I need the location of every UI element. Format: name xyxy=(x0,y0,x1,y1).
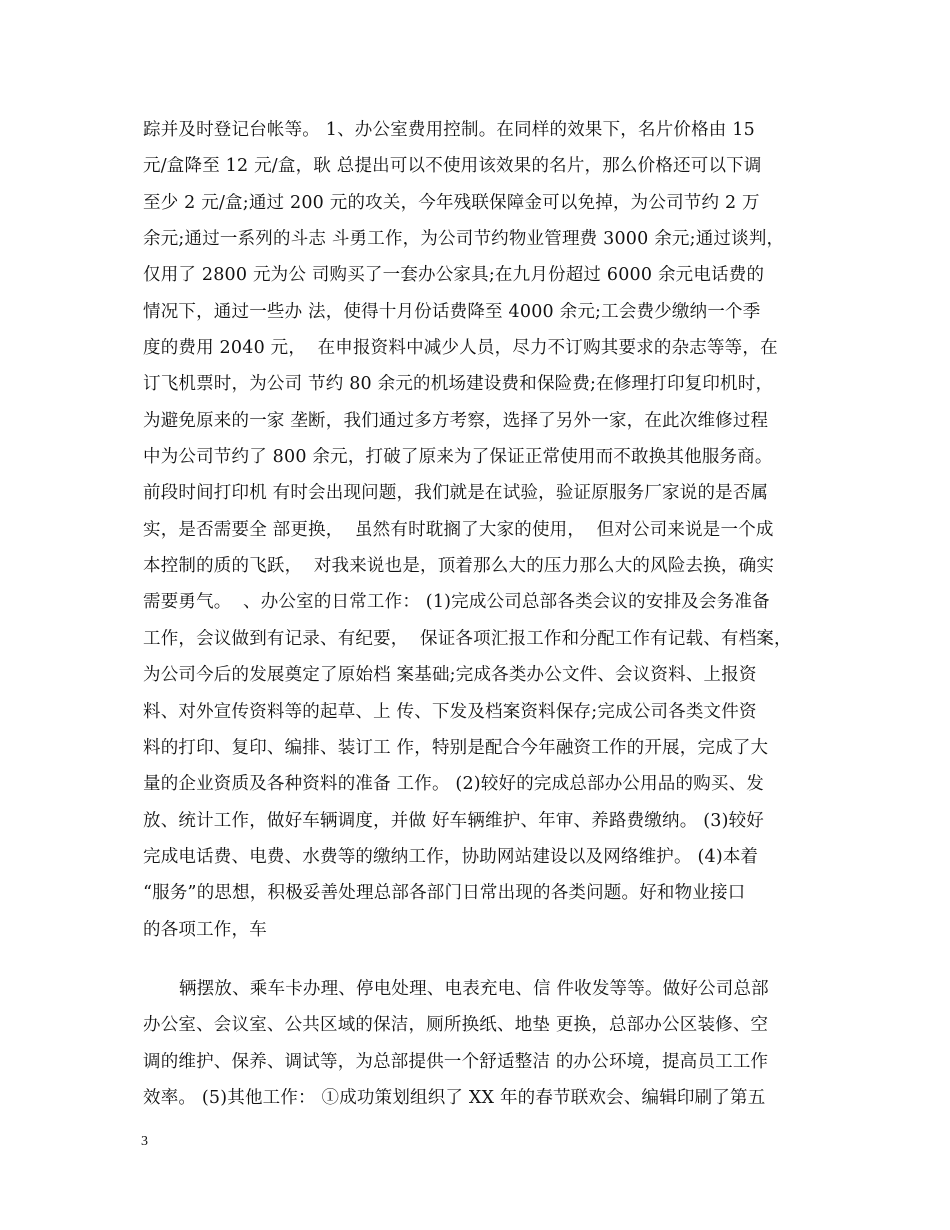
text-line: 前段时间打印机 有时会出现问题，我们就是在试验，验证原服务厂家说的是否属 xyxy=(143,483,769,504)
text-line: 订飞机票时，为公司 节约 80 余元的机场建设费和保险费;在修理打印复印机时， xyxy=(143,374,774,395)
text-line: 调的维护、保养、调试等，为总部提供一个舒适整洁 的办公环境，提高员工工作 xyxy=(143,1051,769,1072)
text-line: 放、统计工作，做好车辆调度，并做 好车辆维护、年审、养路费缴纳。 (3)较好 xyxy=(143,810,765,831)
text-line: 工作，会议做到有记录、有纪要， 保证各项汇报工作和分配工作有记载、有档案， xyxy=(143,628,792,649)
text-line: 至少 2 元/盒;通过 200 元的攻关，今年残联保障金可以免掉，为公司节约 2 万 xyxy=(143,192,760,213)
text-line: 情况下，通过一些办 法，使得十月份话费降至 4000 余元;工会费少缴纳一个季 xyxy=(143,301,761,322)
text-line: 需要勇气。 、办公室的日常工作： (1)完成公司总部各类会议的安排及会务准备 xyxy=(143,592,770,613)
text-line: 完成电话费、电费、水费等的缴纳工作，协助网站建设以及网络维护。 (4)本着 xyxy=(143,846,759,867)
text-line: 实，是否需要全 部更换， 虽然有时耽搁了大家的使用， 但对公司来说是一个成 xyxy=(143,519,774,540)
text-line: 余元;通过一系列的斗志 斗勇工作，为公司节约物业管理费 3000 余元;通过谈判， xyxy=(143,229,785,250)
text-line: 本控制的质的飞跃， 对我来说也是，顶着那么大的压力那么大的风险去换，确实 xyxy=(143,556,775,577)
text-line: 为公司今后的发展奠定了原始档 案基础;完成各类办公文件、会议资料、上报资 xyxy=(143,665,757,686)
page-number: 3 xyxy=(141,1134,148,1149)
text-line: 办公室、会议室、公共区域的保洁，厕所换纸、地垫 更换，总部办公区装修、空 xyxy=(143,1015,769,1036)
text-line: 踪并及时登记台帐等。 1、办公室费用控制。在同样的效果下，名片价格由 15 xyxy=(143,120,755,140)
text-line: 辆摆放、乘车卡办理、停电处理、电表充电、信 件收发等等。做好公司总部 xyxy=(179,979,769,999)
text-line: 仅用了 2800 元为公 司购买了一套办公家具;在九月份超过 6000 余元电话费的 xyxy=(143,265,765,286)
text-line: 料、对外宣传资料等的起草、上 传、下发及档案资料保存;完成公司各类文件资 xyxy=(143,701,757,722)
text-line: 元/盒降至 12 元/盒，耿 总提出可以不使用该效果的名片，那么价格还可以下调 xyxy=(143,156,762,177)
text-line: 效率。 (5)其他工作： ①成功策划组织了 XX 年的春节联欢会、编辑印刷了第五 xyxy=(143,1088,766,1109)
text-line: 料的打印、复印、编排、装订工 作，特别是配合今年融资工作的开展，完成了大 xyxy=(143,737,769,758)
text-line: “服务”的思想，积极妥善处理总部各部门日常出现的各类问题。好和物业接口 xyxy=(143,883,746,904)
paragraph-1 xyxy=(143,112,811,948)
text-line: 中为公司节约了 800 余元，打破了原来为了保证正常使用而不敢换其他服务商。 xyxy=(143,447,773,468)
text-line: 为避免原来的一家 垄断，我们通过多方考察，选择了另外一家，在此次维修过程 xyxy=(143,410,769,431)
text-line: 的各项工作，车 xyxy=(143,919,267,940)
text-line: 度的费用 2040 元， 在申报资料中减少人员，尽力不订购其要求的杂志等等，在 xyxy=(143,338,778,359)
text-line: 量的企业资质及各种资料的准备 工作。 (2)较好的完成总部办公用品的购买、发 xyxy=(143,774,765,795)
paragraph-2 xyxy=(143,971,811,1116)
